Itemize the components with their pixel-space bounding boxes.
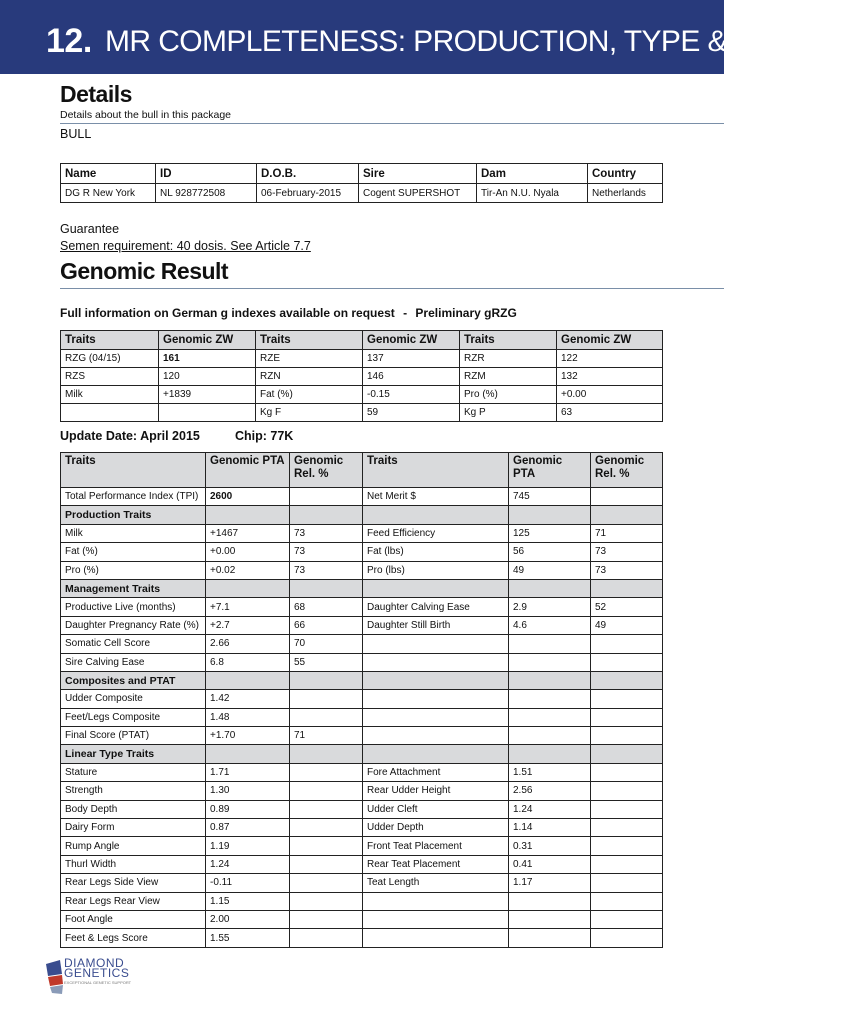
chip-info: Chip: 77K [235, 429, 294, 443]
table-cell: 146 [363, 368, 460, 386]
logo-text-genetics: GENETICS [64, 966, 130, 980]
genomic-divider [60, 288, 724, 289]
table-cell [61, 404, 159, 422]
column-header: Genomic Rel. % [290, 453, 363, 488]
table-cell [363, 506, 509, 524]
table-cell [591, 763, 663, 781]
table-cell [290, 763, 363, 781]
section-row [61, 671, 663, 689]
details-heading: Details [60, 81, 132, 107]
table-cell: 2600 [206, 488, 290, 506]
table-row [61, 653, 663, 671]
table-cell: +7.1 [206, 598, 290, 616]
column-header: Traits [61, 453, 206, 488]
table-cell: Body Depth [61, 800, 206, 818]
table-cell: 2.56 [509, 782, 591, 800]
table-cell: 1.17 [509, 874, 591, 892]
table-cell: 1.19 [206, 837, 290, 855]
column-header: Traits [363, 453, 509, 488]
table-cell: 6.8 [206, 653, 290, 671]
table-row [61, 561, 663, 579]
table-cell: Kg P [460, 404, 557, 422]
table-cell: Stature [61, 763, 206, 781]
bull-sire: Cogent SUPERSHOT [359, 184, 477, 203]
table-cell [591, 579, 663, 597]
table-row [61, 727, 663, 745]
table-cell: Pro (%) [61, 561, 206, 579]
table-cell [363, 671, 509, 689]
table-cell [591, 800, 663, 818]
table-row [61, 543, 663, 561]
table-cell: +0.02 [206, 561, 290, 579]
table-cell [591, 819, 663, 837]
table-cell: 73 [290, 561, 363, 579]
column-header: Traits [256, 331, 363, 350]
table-cell [363, 635, 509, 653]
table-cell: +1.70 [206, 727, 290, 745]
table-cell: 132 [557, 368, 663, 386]
genomic-info-dash: - [403, 306, 408, 320]
table-cell [363, 727, 509, 745]
table-cell: Fat (%) [256, 386, 363, 404]
logo-text-diamond: DIAMOND [64, 956, 125, 970]
table-cell [290, 745, 363, 763]
page-banner [0, 0, 865, 74]
table-row [61, 837, 663, 855]
column-header: Name [61, 164, 156, 184]
column-header: Genomic ZW [557, 331, 663, 350]
table-row [61, 404, 663, 422]
table-cell [363, 929, 509, 947]
column-header: Genomic ZW [363, 331, 460, 350]
table-cell [509, 745, 591, 763]
guarantee-text: Semen requirement: 40 dosis. See Article 7.7 [60, 239, 311, 253]
table-cell: Sire Calving Ease [61, 653, 206, 671]
bull-id: NL 928772508 [156, 184, 257, 203]
column-header: Country [588, 164, 663, 184]
table-cell [591, 690, 663, 708]
table-cell: +1467 [206, 524, 290, 542]
section-row [61, 506, 663, 524]
table-cell: 68 [290, 598, 363, 616]
table-cell: Pro (%) [460, 386, 557, 404]
section-label: Management Traits [61, 579, 206, 597]
bull-country: Netherlands [588, 184, 663, 203]
table-cell: 137 [363, 350, 460, 368]
table-cell: Milk [61, 524, 206, 542]
table-cell: Pro (lbs) [363, 561, 509, 579]
table-cell: Front Teat Placement [363, 837, 509, 855]
table-cell [290, 506, 363, 524]
table-row [61, 488, 663, 506]
table-cell: RZM [460, 368, 557, 386]
table-cell: 0.87 [206, 819, 290, 837]
bull-dam: Tir-An N.U. Nyala [477, 184, 588, 203]
section-row [61, 745, 663, 763]
table-cell [591, 782, 663, 800]
table-cell [591, 855, 663, 873]
table-cell [290, 819, 363, 837]
table-cell: Somatic Cell Score [61, 635, 206, 653]
table-cell: Teat Length [363, 874, 509, 892]
column-header: D.O.B. [257, 164, 359, 184]
table-cell: 55 [290, 653, 363, 671]
table-cell: Udder Cleft [363, 800, 509, 818]
table-cell: Rear Udder Height [363, 782, 509, 800]
table-cell: Fore Attachment [363, 763, 509, 781]
column-header: Traits [460, 331, 557, 350]
table-row [61, 635, 663, 653]
table-cell [363, 745, 509, 763]
table-row [61, 690, 663, 708]
table-row [61, 763, 663, 781]
table-cell [591, 506, 663, 524]
table-cell: 73 [591, 561, 663, 579]
table-cell: Fat (lbs) [363, 543, 509, 561]
table-cell [290, 800, 363, 818]
bull-name: DG R New York [61, 184, 156, 203]
table-row [61, 929, 663, 947]
table-cell: RZE [256, 350, 363, 368]
genomic-prelim: Preliminary gRZG [415, 306, 517, 320]
table-cell: Productive Live (months) [61, 598, 206, 616]
table-cell [290, 929, 363, 947]
table-cell: 1.15 [206, 892, 290, 910]
table-cell [509, 690, 591, 708]
genomic-zw-table [60, 330, 663, 422]
table-cell [363, 708, 509, 726]
logo-tagline: EXCEPTIONAL GENETIC SUPPORT [64, 980, 132, 985]
table-cell: -0.15 [363, 386, 460, 404]
genomic-heading: Genomic Result [60, 258, 229, 284]
table-cell: Daughter Still Birth [363, 616, 509, 634]
table-cell: 1.14 [509, 819, 591, 837]
table-cell [509, 892, 591, 910]
table-cell [509, 653, 591, 671]
table-cell [591, 708, 663, 726]
table-row [61, 616, 663, 634]
table-row [61, 350, 663, 368]
table-cell: Total Performance Index (TPI) [61, 488, 206, 506]
table-cell: RZR [460, 350, 557, 368]
table-cell: Udder Depth [363, 819, 509, 837]
genomic-info: Full information on German g indexes available on request [60, 306, 395, 320]
table-cell [591, 929, 663, 947]
table-cell: 4.6 [509, 616, 591, 634]
table-row [61, 184, 663, 203]
table-cell [206, 579, 290, 597]
table-cell: 2.66 [206, 635, 290, 653]
table-cell [290, 690, 363, 708]
table-cell [159, 404, 256, 422]
table-cell: RZS [61, 368, 159, 386]
table-cell: Rear Legs Rear View [61, 892, 206, 910]
table-row [61, 874, 663, 892]
table-cell: Fat (%) [61, 543, 206, 561]
table-cell: 1.48 [206, 708, 290, 726]
bull-dob: 06-February-2015 [257, 184, 359, 203]
table-cell [591, 671, 663, 689]
table-cell: Kg F [256, 404, 363, 422]
table-cell: 1.30 [206, 782, 290, 800]
table-cell: RZG (04/15) [61, 350, 159, 368]
table-cell [290, 855, 363, 873]
table-cell: 120 [159, 368, 256, 386]
column-header: Sire [359, 164, 477, 184]
table-cell: Udder Composite [61, 690, 206, 708]
table-cell: 59 [363, 404, 460, 422]
section-label: Composites and PTAT [61, 671, 206, 689]
column-header: Genomic PTA [206, 453, 290, 488]
table-cell: 0.31 [509, 837, 591, 855]
table-cell: 49 [591, 616, 663, 634]
table-cell [591, 727, 663, 745]
table-cell: Strength [61, 782, 206, 800]
table-cell: Thurl Width [61, 855, 206, 873]
update-date: Update Date: April 2015 [60, 429, 200, 443]
table-cell [290, 910, 363, 928]
column-header: ID [156, 164, 257, 184]
table-cell: 73 [290, 543, 363, 561]
table-cell: +1839 [159, 386, 256, 404]
table-cell [509, 910, 591, 928]
table-row [61, 708, 663, 726]
table-cell: 52 [591, 598, 663, 616]
page-title: MR COMPLETENESS: PRODUCTION, TYPE & FITNESS! [105, 25, 865, 58]
table-cell [509, 671, 591, 689]
table-header-row [61, 331, 663, 350]
table-row [61, 598, 663, 616]
table-cell: 1.71 [206, 763, 290, 781]
table-row [61, 800, 663, 818]
table-cell: Daughter Pregnancy Rate (%) [61, 616, 206, 634]
table-cell: Net Merit $ [363, 488, 509, 506]
table-row [61, 855, 663, 873]
table-row [61, 910, 663, 928]
table-cell: Foot Angle [61, 910, 206, 928]
table-cell [290, 892, 363, 910]
table-cell: 1.51 [509, 763, 591, 781]
table-cell [290, 782, 363, 800]
table-row [61, 386, 663, 404]
table-cell: 71 [290, 727, 363, 745]
table-cell: +0.00 [557, 386, 663, 404]
table-cell: 1.55 [206, 929, 290, 947]
table-cell: Feet/Legs Composite [61, 708, 206, 726]
table-cell: Feed Efficiency [363, 524, 509, 542]
table-header-row [61, 453, 663, 488]
table-cell [591, 635, 663, 653]
section-label: Production Traits [61, 506, 206, 524]
table-header-row [61, 164, 663, 184]
section-label: Linear Type Traits [61, 745, 206, 763]
table-cell [290, 579, 363, 597]
table-cell [591, 892, 663, 910]
table-cell: 49 [509, 561, 591, 579]
table-row [61, 368, 663, 386]
column-header: Genomic Rel. % [591, 453, 663, 488]
table-cell [363, 579, 509, 597]
table-cell [591, 745, 663, 763]
guarantee-label: Guarantee [60, 222, 120, 236]
table-row [61, 892, 663, 910]
table-cell: 1.42 [206, 690, 290, 708]
table-cell: 2.9 [509, 598, 591, 616]
table-cell [509, 708, 591, 726]
table-cell [290, 708, 363, 726]
table-cell: 0.41 [509, 855, 591, 873]
table-cell: RZN [256, 368, 363, 386]
column-header: Traits [61, 331, 159, 350]
column-header: Genomic ZW [159, 331, 256, 350]
table-cell: 66 [290, 616, 363, 634]
table-cell [363, 690, 509, 708]
table-cell [509, 635, 591, 653]
section-number: 12. [46, 22, 92, 60]
table-cell [290, 874, 363, 892]
table-cell [290, 488, 363, 506]
table-cell: Final Score (PTAT) [61, 727, 206, 745]
table-cell [206, 745, 290, 763]
table-cell: Daughter Calving Ease [363, 598, 509, 616]
table-cell: +0.00 [206, 543, 290, 561]
table-cell: 745 [509, 488, 591, 506]
details-subtitle: Details about the bull in this package [60, 109, 232, 121]
bull-details-table [60, 163, 663, 203]
table-cell: +2.7 [206, 616, 290, 634]
table-cell [591, 837, 663, 855]
table-cell [509, 929, 591, 947]
table-cell: 2.00 [206, 910, 290, 928]
table-cell [591, 910, 663, 928]
section-row [61, 579, 663, 597]
table-cell: 122 [557, 350, 663, 368]
table-cell: 1.24 [206, 855, 290, 873]
table-cell: Rear Teat Placement [363, 855, 509, 873]
table-cell: 73 [591, 543, 663, 561]
table-cell: 0.89 [206, 800, 290, 818]
table-cell: 63 [557, 404, 663, 422]
table-cell: Dairy Form [61, 819, 206, 837]
genomic-pta-table [60, 452, 663, 948]
table-row [61, 782, 663, 800]
table-cell [591, 653, 663, 671]
table-row [61, 819, 663, 837]
table-cell: Rump Angle [61, 837, 206, 855]
diamond-logo-icon [46, 960, 64, 994]
table-cell [363, 910, 509, 928]
table-cell: 71 [591, 524, 663, 542]
table-cell: Rear Legs Side View [61, 874, 206, 892]
table-cell: Feet & Legs Score [61, 929, 206, 947]
table-cell: -0.11 [206, 874, 290, 892]
table-cell [509, 727, 591, 745]
table-cell: 56 [509, 543, 591, 561]
column-header: Dam [477, 164, 588, 184]
table-cell: 161 [159, 350, 256, 368]
table-cell [591, 874, 663, 892]
table-cell: 73 [290, 524, 363, 542]
table-cell [363, 653, 509, 671]
table-cell [206, 506, 290, 524]
table-cell: 70 [290, 635, 363, 653]
pta-table-body [61, 488, 663, 948]
table-cell [290, 837, 363, 855]
table-cell [206, 671, 290, 689]
table-cell: 1.24 [509, 800, 591, 818]
details-divider [60, 123, 724, 124]
table-cell [290, 671, 363, 689]
genomic-info-line [60, 306, 517, 320]
table-cell: Milk [61, 386, 159, 404]
bull-label: BULL [60, 127, 92, 141]
table-cell: 125 [509, 524, 591, 542]
column-header: Genomic PTA [509, 453, 591, 488]
table-cell [363, 892, 509, 910]
table-row [61, 524, 663, 542]
table-cell [509, 579, 591, 597]
table-cell [591, 488, 663, 506]
table-cell [509, 506, 591, 524]
